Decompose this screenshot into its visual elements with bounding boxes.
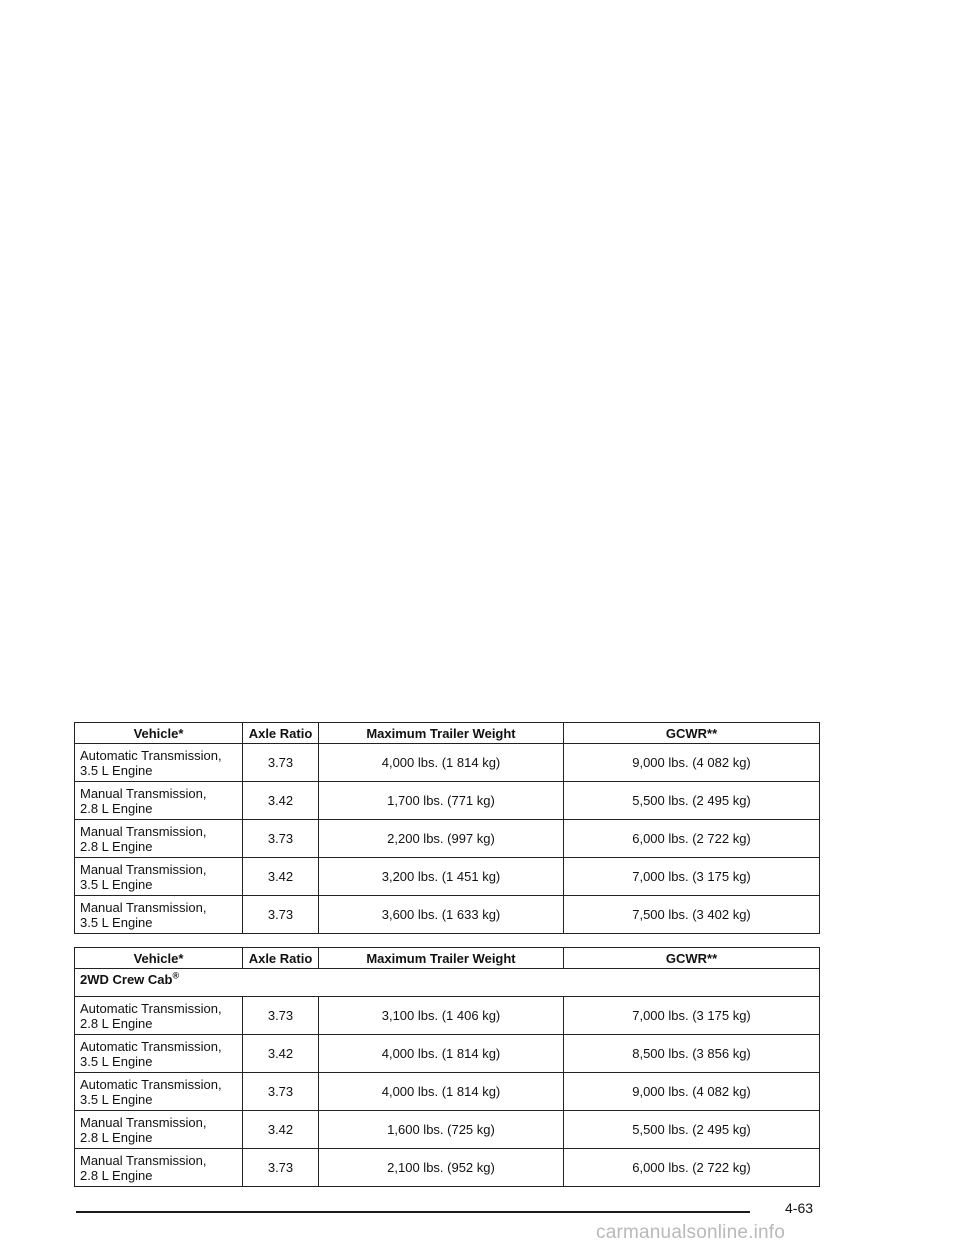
- vehicle-cell: Manual Transmission, 2.8 L Engine: [75, 820, 243, 858]
- watermark: carmanualsonline.info: [596, 1222, 786, 1243]
- table-row: [75, 1149, 820, 1187]
- max-trailer-weight-cell: 4,000 lbs. (1 814 kg): [319, 744, 564, 782]
- trailer-weight-table-2: [74, 947, 820, 1187]
- group-label-cell: [75, 969, 820, 997]
- vehicle-cell: Manual Transmission, 2.8 L Engine: [75, 1149, 243, 1187]
- max-trailer-weight-cell: 3,200 lbs. (1 451 kg): [319, 858, 564, 896]
- table-row: [75, 858, 820, 896]
- page-number: 4-63: [785, 1200, 814, 1216]
- axle-ratio-cell: 3.73: [243, 896, 319, 934]
- axle-ratio-cell: 3.73: [243, 1149, 319, 1187]
- vehicle-cell: Manual Transmission, 3.5 L Engine: [75, 896, 243, 934]
- table-row: [75, 1111, 820, 1149]
- gcwr-cell: 5,500 lbs. (2 495 kg): [564, 782, 820, 820]
- vehicle-cell: Automatic Transmission, 2.8 L Engine: [75, 997, 243, 1035]
- axle-ratio-cell: 3.73: [243, 820, 319, 858]
- gcwr-cell: 9,000 lbs. (4 082 kg): [564, 1073, 820, 1111]
- max-trailer-weight-cell: 2,200 lbs. (997 kg): [319, 820, 564, 858]
- header-axle-ratio: Axle Ratio: [243, 948, 319, 969]
- gcwr-cell: 8,500 lbs. (3 856 kg): [564, 1035, 820, 1073]
- gcwr-cell: 7,000 lbs. (3 175 kg): [564, 858, 820, 896]
- gcwr-cell: 6,000 lbs. (2 722 kg): [564, 1149, 820, 1187]
- axle-ratio-cell: 3.73: [243, 1073, 319, 1111]
- header-gcwr: GCWR**: [564, 948, 820, 969]
- axle-ratio-cell: 3.42: [243, 782, 319, 820]
- max-trailer-weight-cell: 1,700 lbs. (771 kg): [319, 782, 564, 820]
- axle-ratio-cell: 3.42: [243, 1111, 319, 1149]
- gcwr-cell: 9,000 lbs. (4 082 kg): [564, 744, 820, 782]
- max-trailer-weight-cell: 2,100 lbs. (952 kg): [319, 1149, 564, 1187]
- table-row: [75, 744, 820, 782]
- table-row: [75, 782, 820, 820]
- vehicle-cell: Automatic Transmission, 3.5 L Engine: [75, 1035, 243, 1073]
- trailer-weight-table-1: [74, 722, 820, 934]
- table-row: [75, 997, 820, 1035]
- group-row: [75, 969, 820, 997]
- max-trailer-weight-cell: 3,600 lbs. (1 633 kg): [319, 896, 564, 934]
- header-vehicle: Vehicle*: [75, 723, 243, 744]
- header-max-trailer-weight: Maximum Trailer Weight: [319, 948, 564, 969]
- header-axle-ratio: Axle Ratio: [243, 723, 319, 744]
- gcwr-cell: 5,500 lbs. (2 495 kg): [564, 1111, 820, 1149]
- footer-divider: [76, 1211, 750, 1213]
- group-label: 2WD Crew Cab: [80, 972, 173, 987]
- vehicle-cell: Manual Transmission, 2.8 L Engine: [75, 782, 243, 820]
- axle-ratio-cell: 3.73: [243, 744, 319, 782]
- gcwr-cell: 7,000 lbs. (3 175 kg): [564, 997, 820, 1035]
- max-trailer-weight-cell: 3,100 lbs. (1 406 kg): [319, 997, 564, 1035]
- vehicle-cell: Manual Transmission, 2.8 L Engine: [75, 1111, 243, 1149]
- table-row: [75, 896, 820, 934]
- axle-ratio-cell: 3.73: [243, 997, 319, 1035]
- table-row: [75, 820, 820, 858]
- vehicle-cell: Manual Transmission, 3.5 L Engine: [75, 858, 243, 896]
- header-vehicle: Vehicle*: [75, 948, 243, 969]
- axle-ratio-cell: 3.42: [243, 858, 319, 896]
- vehicle-cell: Automatic Transmission, 3.5 L Engine: [75, 1073, 243, 1111]
- table-header-row: [75, 948, 820, 969]
- vehicle-cell: Automatic Transmission, 3.5 L Engine: [75, 744, 243, 782]
- registered-mark: ®: [172, 970, 180, 981]
- gcwr-cell: 7,500 lbs. (3 402 kg): [564, 896, 820, 934]
- gcwr-cell: 6,000 lbs. (2 722 kg): [564, 820, 820, 858]
- header-gcwr: GCWR**: [564, 723, 820, 744]
- table-row: [75, 1073, 820, 1111]
- max-trailer-weight-cell: 4,000 lbs. (1 814 kg): [319, 1035, 564, 1073]
- max-trailer-weight-cell: 1,600 lbs. (725 kg): [319, 1111, 564, 1149]
- axle-ratio-cell: 3.42: [243, 1035, 319, 1073]
- table-row: [75, 1035, 820, 1073]
- table-header-row: [75, 723, 820, 744]
- max-trailer-weight-cell: 4,000 lbs. (1 814 kg): [319, 1073, 564, 1111]
- header-max-trailer-weight: Maximum Trailer Weight: [319, 723, 564, 744]
